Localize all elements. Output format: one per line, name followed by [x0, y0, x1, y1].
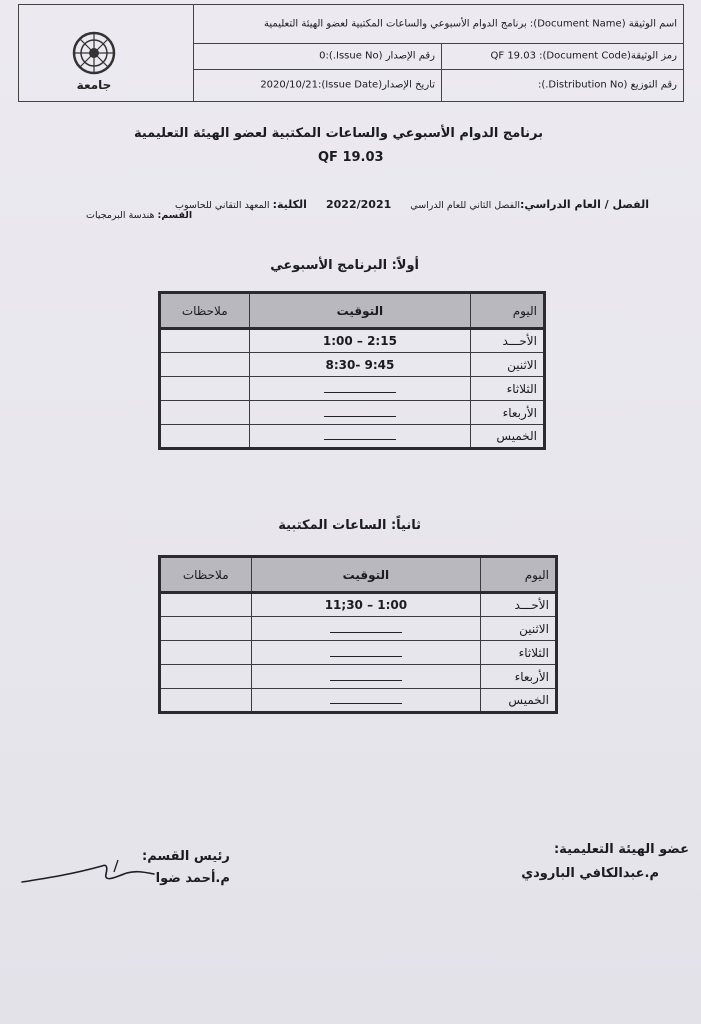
table-row [160, 641, 557, 665]
time-cell [249, 425, 471, 449]
table-row [160, 377, 545, 401]
blank-line [330, 693, 402, 704]
faculty-label: عضو الهيئة التعليمية: [553, 842, 689, 857]
time-cell: 1:00 – 2:15 [249, 329, 471, 353]
table-header-row [160, 557, 557, 593]
academic-year: 2022/2021 [326, 198, 392, 211]
blank-line [324, 382, 396, 393]
table-row [160, 617, 557, 641]
faculty-signature-block [521, 838, 689, 886]
day-cell: الاثنين [481, 617, 557, 641]
document-name: اسم الوثيقة (Document Name): برنامج الدوام الأسبوعي والساعات المكتبية لعضو الهيئة التعليمية [264, 18, 677, 30]
notes-cell [160, 617, 252, 641]
issue-date-cell [193, 69, 442, 101]
head-label: رئيس القسم: [142, 849, 230, 864]
logo-cell [19, 5, 194, 101]
term-value: الفصل الثاني للعام الدراسي [410, 200, 520, 211]
day-cell: الثلاثاء [481, 641, 557, 665]
handwritten-signature [18, 852, 158, 888]
notes-cell [160, 377, 250, 401]
time-cell [249, 377, 471, 401]
college-label: الكلية: [272, 198, 307, 211]
term-info [175, 198, 649, 211]
header-row-distribution [193, 69, 683, 101]
office-heading: ثانياً: الساعات المكتبية [278, 518, 421, 533]
notes-cell [160, 665, 252, 689]
day-cell: الأحـــد [481, 593, 557, 617]
university-logo [67, 29, 121, 95]
issue-date: تاريخ الإصدار(Issue Date):2020/10/21 [260, 79, 435, 91]
blank-line [324, 429, 396, 440]
logo-lettering: جامعة [76, 78, 112, 92]
table-header-row [160, 293, 545, 329]
time-header: التوقيت [251, 557, 481, 593]
issue-no: رقم الإصدار (Issue No.):0 [319, 50, 435, 62]
time-cell: 11;30 – 1:00 [251, 593, 481, 617]
head-signature-block [142, 846, 230, 890]
time-cell [251, 665, 481, 689]
notes-cell [160, 641, 252, 665]
notes-cell [160, 353, 250, 377]
time-header: التوقيت [249, 293, 471, 329]
page-title: برنامج الدوام الأسبوعي والساعات المكتبية لعضو الهيئة التعليمية [133, 126, 543, 141]
document-header [18, 4, 684, 102]
notes-header: ملاحظات [160, 293, 250, 329]
notes-cell [160, 425, 250, 449]
issue-no-cell [193, 43, 442, 69]
notes-cell [160, 401, 250, 425]
day-cell: الخميس [481, 689, 557, 713]
distribution-no: رقم التوزيع (Distribution No.): [537, 79, 677, 91]
blank-line [324, 406, 396, 417]
day-cell: الأربعاء [471, 401, 545, 425]
day-cell: الأحـــد [471, 329, 545, 353]
time-cell: 8:30- 9:45 [249, 353, 471, 377]
table-row [160, 689, 557, 713]
dept-info [86, 210, 192, 221]
blank-line [330, 622, 402, 633]
notes-cell [160, 593, 252, 617]
header-row-name [193, 5, 683, 44]
college-value: المعهد التقاني للحاسوب [175, 200, 270, 211]
table-row [160, 665, 557, 689]
document-code: رمز الوثيقة(Document Code): QF 19.03 [490, 50, 677, 62]
dept-label: القسم: [157, 210, 193, 221]
header-row-code [193, 43, 683, 70]
time-cell [251, 641, 481, 665]
form-code: QF 19.03 [318, 150, 384, 165]
time-cell [251, 617, 481, 641]
head-name: م.أحمد ضوا [155, 871, 230, 886]
table-row [160, 329, 545, 353]
dept-value: هندسة البرمجيات [86, 210, 155, 221]
day-cell: الأربعاء [481, 665, 557, 689]
table-row [160, 353, 545, 377]
day-cell: الاثنين [471, 353, 545, 377]
table-row [160, 401, 545, 425]
notes-cell [160, 689, 252, 713]
notes-header: ملاحظات [160, 557, 252, 593]
table-row [160, 593, 557, 617]
time-cell [251, 689, 481, 713]
blank-line [330, 646, 402, 657]
office-table [158, 555, 558, 714]
weekly-table [158, 291, 546, 450]
day-header: اليوم [481, 557, 557, 593]
weekly-heading: أولاً: البرنامج الأسبوعي [270, 258, 419, 273]
day-cell: الخميس [471, 425, 545, 449]
time-cell [249, 401, 471, 425]
day-header: اليوم [471, 293, 545, 329]
table-row [160, 425, 545, 449]
term-label: الفصل / العام الدراسي: [520, 198, 649, 211]
faculty-name: م.عبدالكافي البارودي [521, 866, 659, 881]
notes-cell [160, 329, 250, 353]
day-cell: الثلاثاء [471, 377, 545, 401]
blank-line [330, 670, 402, 681]
